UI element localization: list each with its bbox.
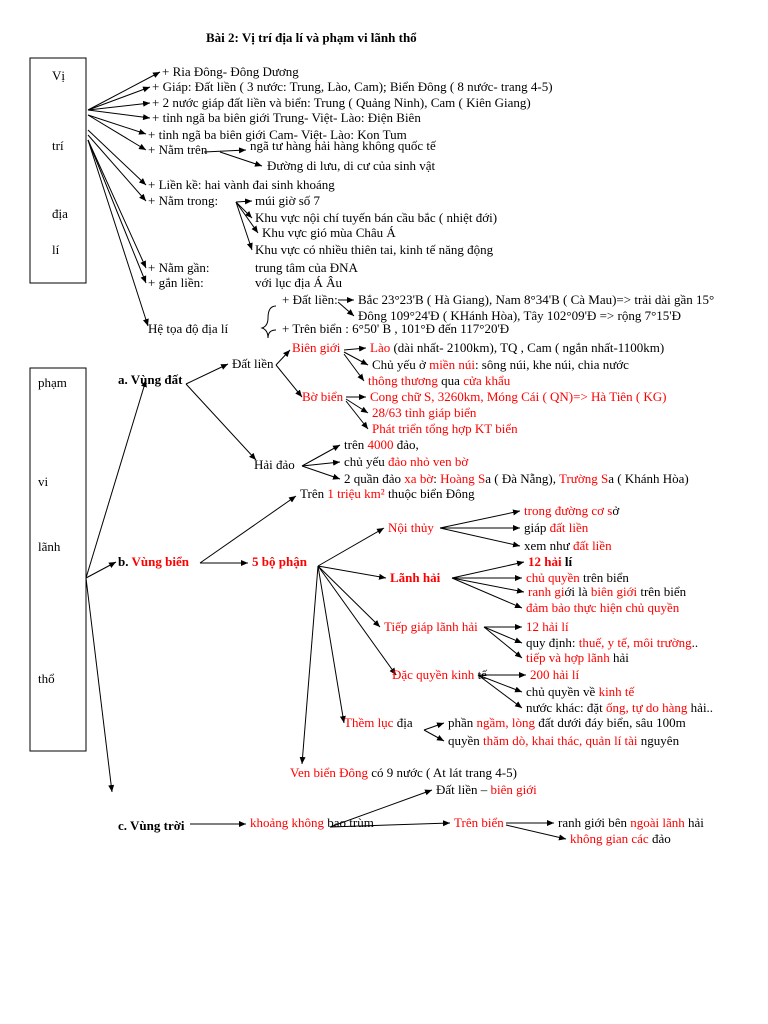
connector-arrow bbox=[186, 364, 228, 384]
vi-tri-item: + gắn liền: bbox=[148, 275, 204, 290]
pham-vi-item: 5 bộ phận bbox=[252, 554, 307, 569]
connector-arrow bbox=[88, 72, 160, 110]
pham-vi-item: đảm bảo thực hiện chủ quyền bbox=[526, 600, 680, 615]
connector-arrow bbox=[344, 348, 366, 350]
pham-vi-item: Đặc quyền kinh tế bbox=[392, 667, 487, 682]
connector-arrow bbox=[484, 627, 522, 658]
pham-vi-item: Bờ biển bbox=[302, 389, 344, 404]
pham-vi-item: quy định: thuế, y tế, môi trường.. bbox=[526, 635, 699, 650]
connector-arrow bbox=[424, 723, 444, 730]
box-vi-tri-label: trí bbox=[52, 138, 64, 153]
connector-arrow bbox=[452, 578, 524, 592]
vi-tri-item: + tỉnh ngã ba biên giới Trung- Việt- Lào: Điện Biên bbox=[152, 110, 421, 125]
pham-vi-item: Phát triển tổng hợp KT biển bbox=[372, 421, 518, 436]
page-title: Bài 2: Vị trí địa lí và phạm vi lãnh thổ bbox=[206, 30, 417, 45]
pham-vi-item: Lào (dài nhất- 2100km), TQ , Cam ( ngắn nhất-1100km) bbox=[370, 340, 665, 355]
connector-arrow bbox=[88, 140, 146, 283]
box-pham-vi-label: vi bbox=[38, 474, 49, 489]
vi-tri-item: Khu vực nội chí tuyến bán cầu bắc ( nhiệt đới) bbox=[255, 210, 498, 225]
pham-vi-item: tiếp và hợp lãnh hải bbox=[526, 650, 629, 665]
connector-arrow bbox=[302, 566, 318, 764]
connector-arrow bbox=[88, 110, 150, 118]
connector-arrow bbox=[86, 578, 112, 792]
pham-vi-item: ranh giới là biên giới trên biển bbox=[528, 584, 687, 599]
vi-tri-item: trung tâm của ĐNA bbox=[255, 260, 358, 275]
pham-vi-item: quyền thăm dò, khai thác, quản lí tài nguyên bbox=[448, 733, 680, 748]
pham-vi-item: Cong chữ S, 3260km, Móng Cái ( QN)=> Hà Tiên ( KG) bbox=[370, 389, 667, 404]
pham-vi-item: phần ngầm, lòng đất dưới đáy biển, sâu 100m bbox=[448, 715, 686, 730]
pham-vi-item: 12 hải lí bbox=[528, 554, 573, 569]
vi-tri-item: + Nằm gần: bbox=[148, 260, 210, 275]
vi-tri-item: + Đất liền: bbox=[282, 292, 338, 307]
pham-vi-item: giáp đất liền bbox=[524, 520, 589, 535]
connector-arrow bbox=[276, 350, 290, 365]
connector-arrow bbox=[88, 115, 146, 134]
pham-vi-item: chủ quyền về kinh tế bbox=[526, 684, 635, 699]
pham-vi-item: không gian các đảo bbox=[570, 831, 671, 846]
pham-vi-item: xem như đất liền bbox=[524, 538, 612, 553]
pham-vi-item: Hải đảo bbox=[254, 457, 295, 472]
vi-tri-item: với lục địa Á Âu bbox=[255, 275, 343, 290]
connector-arrow bbox=[302, 466, 340, 479]
connector-arrow bbox=[424, 730, 444, 741]
vi-tri-dia-li-section bbox=[148, 64, 714, 336]
connector-arrow bbox=[318, 566, 344, 723]
vi-tri-item: múi giờ số 7 bbox=[255, 193, 321, 208]
pham-vi-item: Đất liền – biên giới bbox=[436, 782, 537, 797]
pham-vi-item: trên 4000 đảo, bbox=[344, 437, 419, 452]
connector-arrow bbox=[204, 150, 246, 152]
pham-vi-item: Trên 1 triệu km² thuộc biển Đông bbox=[300, 486, 475, 501]
vi-tri-item: Khu vực có nhiều thiên tai, kinh tế năng động bbox=[255, 242, 494, 257]
pham-vi-item: Thềm lục địa bbox=[344, 715, 413, 730]
pham-vi-item: Lãnh hải bbox=[390, 570, 441, 585]
pham-vi-item: Đất liền bbox=[232, 356, 274, 371]
connector-arrow bbox=[88, 140, 148, 326]
pham-vi-item: Ven biển Đông có 9 nước ( At lát trang 4-5) bbox=[290, 765, 517, 780]
box-pham-vi-label: thổ bbox=[38, 671, 55, 686]
box-pham-vi bbox=[30, 368, 86, 751]
connector-arrow bbox=[318, 528, 384, 566]
box-pham-vi-label: lãnh bbox=[38, 539, 61, 554]
connector-arrow bbox=[452, 578, 522, 608]
vi-tri-item: Khu vực gió mùa Châu Á bbox=[262, 225, 396, 240]
pham-vi-item: c. Vùng trời bbox=[118, 818, 185, 833]
pham-vi-item: nước khác: đặt ống, tự do hàng hải.. bbox=[526, 700, 714, 715]
connector-arrow bbox=[236, 201, 252, 202]
connector-arrow bbox=[440, 511, 520, 528]
vi-tri-item: Đường di lưu, di cư của sinh vật bbox=[267, 158, 436, 173]
box-vi-tri-label: địa bbox=[52, 206, 68, 221]
pham-vi-item: Tiếp giáp lãnh hải bbox=[384, 619, 478, 634]
vi-tri-item: ngã tư hàng hải hàng không quốc tế bbox=[250, 138, 436, 153]
pham-vi-item: chủ quyền trên biển bbox=[526, 570, 629, 585]
connector-arrow bbox=[484, 627, 522, 643]
vi-tri-item: + Nằm trong: bbox=[148, 193, 219, 208]
connector-arrow bbox=[440, 528, 520, 546]
box-pham-vi-label: phạm bbox=[38, 375, 67, 390]
box-pham-vi-labels bbox=[38, 375, 67, 686]
pham-vi-item: thông thương qua cửa khẩu bbox=[368, 373, 511, 388]
pham-vi-item: Trên biển bbox=[454, 815, 504, 830]
pham-vi-item: Biên giới bbox=[292, 340, 341, 355]
box-vi-tri-labels bbox=[52, 68, 68, 257]
box-vi-tri-label: Vị bbox=[52, 68, 65, 83]
connector-arrow bbox=[186, 384, 256, 460]
pham-vi-item: ranh giới bên ngoài lãnh hải bbox=[558, 815, 704, 830]
brace bbox=[262, 306, 276, 338]
connector-arrow bbox=[338, 302, 354, 316]
vi-tri-item: + Trên biển : 6°50' B , 101°Đ đến 117°20'Đ bbox=[282, 321, 510, 336]
pham-vi-item: a. Vùng đất bbox=[118, 372, 183, 387]
connector-arrow bbox=[86, 380, 146, 578]
connector-arrow bbox=[236, 202, 252, 250]
vi-tri-item: + 2 nước giáp đất liền và biển: Trung ( Quảng Ninh), Cam ( Kiên Giang) bbox=[152, 95, 531, 110]
pham-vi-item: khoảng không bao trùm bbox=[250, 815, 374, 830]
connector-arrow bbox=[506, 825, 566, 839]
connector-arrow bbox=[88, 140, 146, 268]
pham-vi-item: 200 hải lí bbox=[530, 667, 580, 682]
pham-vi-item: 12 hải lí bbox=[526, 619, 569, 634]
vi-tri-item: Hệ tọa độ địa lí bbox=[148, 321, 229, 336]
vi-tri-item: + Giáp: Đất liền ( 3 nước: Trung, Lào, Cam); Biển Đông ( 8 nước- trang 4-5) bbox=[152, 79, 553, 94]
connector-arrow bbox=[88, 130, 146, 185]
pham-vi-item: trong đường cơ sở bbox=[524, 503, 620, 518]
connector-arrow bbox=[344, 354, 364, 381]
pham-vi-item: 2 quần đảo xa bờ: Hoàng Sa ( Đà Nẵng), Trường Sa ( Khánh Hòa) bbox=[344, 471, 689, 486]
pham-vi-item: 28/63 tỉnh giáp biển bbox=[372, 405, 477, 420]
vi-tri-item: + Liền kề: hai vành đai sinh khoáng bbox=[148, 177, 335, 192]
vi-tri-item: Bắc 23°23'B ( Hà Giang), Nam 8°34'B ( Cà Mau)=> trải dài gần 15° bbox=[358, 292, 715, 307]
pham-vi-item: Nội thủy bbox=[388, 520, 434, 535]
pham-vi-lanh-tho-section bbox=[118, 340, 713, 846]
box-vi-tri-label: lí bbox=[52, 242, 60, 257]
pham-vi-item: Chủ yếu ở miền núi: sông núi, khe núi, chia nước bbox=[372, 357, 629, 372]
connector-arrow bbox=[200, 496, 296, 563]
connector-arrow bbox=[220, 152, 262, 166]
vi-tri-item: + tỉnh ngã ba biên giới Cam- Việt- Lào: Kon Tum bbox=[148, 127, 407, 142]
vi-tri-item: + Nằm trên bbox=[148, 142, 208, 157]
pham-vi-item: b. Vùng biển bbox=[118, 554, 189, 569]
pham-vi-item: chủ yếu đảo nhỏ ven bờ bbox=[344, 454, 469, 469]
vi-tri-item: + Ria Đông- Đông Dương bbox=[162, 64, 299, 79]
connector-arrow bbox=[346, 401, 368, 429]
connector-arrow bbox=[452, 562, 524, 578]
vi-tri-item: Đông 109°24'Đ ( KHánh Hòa), Tây 102°09'Đ => rộng 7°15'Đ bbox=[358, 308, 682, 323]
connector-arrow bbox=[276, 365, 302, 397]
